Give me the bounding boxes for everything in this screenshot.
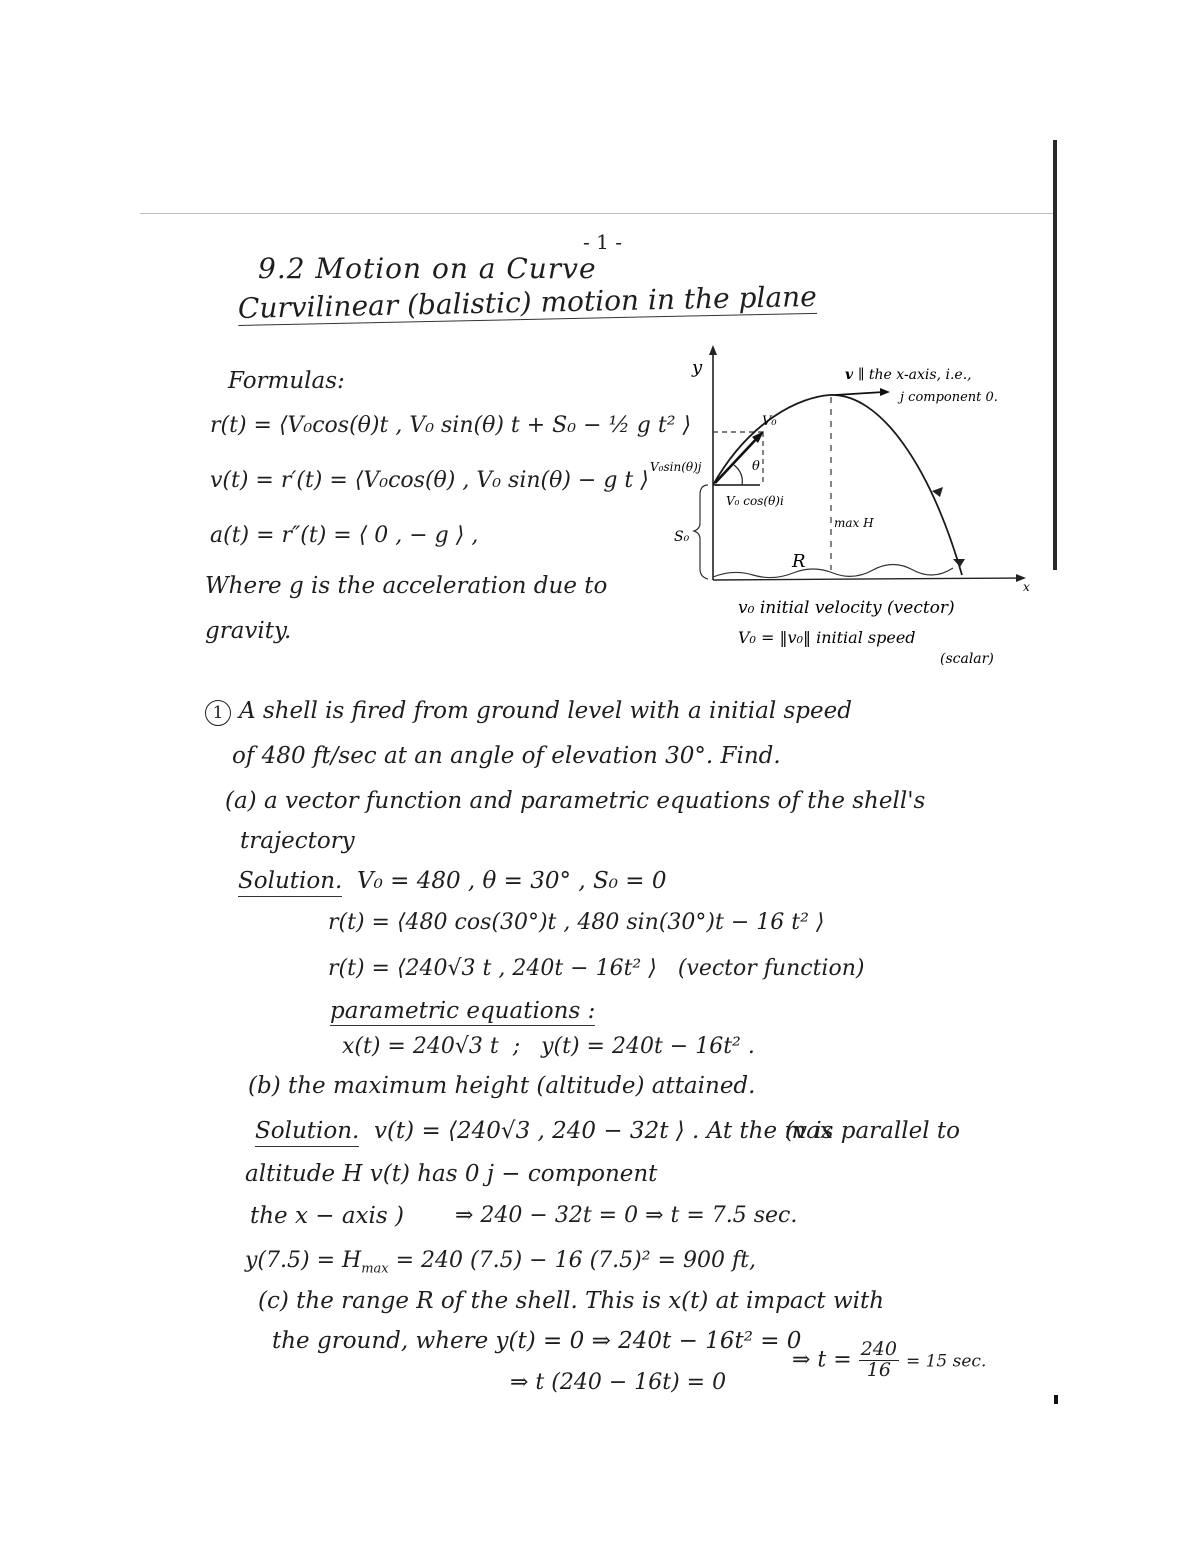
acceleration-formula: a(t) = r″(t) = ⟨ 0 , − g ⟩ ,	[210, 523, 479, 548]
scan-right-edge	[1053, 140, 1057, 570]
solution-b-line-6	[245, 1250, 756, 1275]
apex-velocity-vector	[835, 392, 884, 395]
parametric-equations	[342, 1036, 755, 1058]
apex-velocity-head	[880, 388, 890, 396]
y-axis-arrow	[709, 345, 717, 355]
trajectory-diagram	[640, 345, 1040, 665]
part-b: (b) the maximum height (altitude) attained.	[248, 1073, 756, 1099]
velocity-formula: v(t) = r′(t) = ⟨V₀cos(θ) , V₀ sin(θ) − g t ⟩	[210, 468, 649, 493]
trajectory-arrow-2	[953, 559, 965, 567]
problem-statement-line-1	[205, 700, 852, 726]
solution-a-r2-note: (vector function)	[677, 956, 865, 981]
x-axis-label: x	[1023, 580, 1030, 594]
part-c-result	[792, 1340, 986, 1381]
problem-number: 1	[205, 700, 231, 726]
section-title: 9.2 Motion on a Curve	[258, 252, 597, 285]
hmax-lhs: y(7.5) = H	[245, 1248, 362, 1273]
solution-b-velocity: v(t) = ⟨240√3 , 240 − 32t ⟩ . At the max	[373, 1118, 833, 1144]
part-a-line-1: (a) a vector function and parametric equations of the shell's	[225, 788, 926, 814]
part-c-time-value: = 15 sec.	[905, 1351, 987, 1372]
theta-arc	[734, 465, 742, 485]
legend-velocity: v₀ initial velocity (vector)	[738, 598, 955, 618]
solution-a-label: Solution.	[238, 868, 342, 897]
hmax-subscript: max	[361, 1261, 389, 1277]
position-formula: r(t) = ⟨V₀cos(θ)t , V₀ sin(θ) t + S₀ − ½ g t² ⟩	[210, 413, 692, 438]
scan-top-rule	[140, 213, 1055, 214]
parametric-x: x(t) = 240√3 t	[342, 1034, 499, 1059]
problem-statement-line-2: of 480 ft/sec at an angle of elevation 30°. Find.	[232, 743, 781, 769]
range-time-fraction	[859, 1340, 899, 1381]
formulas-heading: Formulas:	[228, 368, 345, 394]
apex-v-label: v	[845, 367, 854, 383]
ground-line	[713, 565, 953, 578]
parallel-note-1: ∥ the x-axis, i.e.,	[858, 367, 972, 383]
hmax-value: = 240 (7.5) − 16 (7.5)² = 900 ft,	[395, 1248, 756, 1273]
parallel-note-2: j component 0.	[900, 390, 998, 405]
gravity-note-line-1: Where g is the acceleration due to	[205, 573, 608, 599]
parametric-label: parametric equations :	[330, 998, 596, 1024]
theta-label: θ	[752, 459, 760, 474]
solution-b-line-5: ⇒ 240 − 32t = 0 ⇒ t = 7.5 sec.	[455, 1203, 798, 1228]
part-c-line-1: (c) the range R of the shell. This is x(t) at impact with	[258, 1288, 885, 1314]
v0-cos-label: V₀ cos(θ)i	[726, 494, 784, 508]
s0-label: S₀	[674, 529, 690, 545]
solution-b-line-2: (v is parallel to	[785, 1118, 960, 1144]
solution-b-line-1	[255, 1120, 833, 1143]
max-h-label: max H	[834, 516, 874, 530]
solution-b-line-3: altitude H v(t) has 0 j − component	[245, 1161, 658, 1187]
solution-a-r2-line	[328, 958, 864, 980]
part-c-line-3: ⇒ t (240 − 16t) = 0	[510, 1370, 727, 1395]
solution-a-given: V₀ = 480 , θ = 30° , S₀ = 0	[356, 868, 667, 894]
solution-a-line	[238, 870, 666, 893]
part-a-line-2: trajectory	[240, 828, 355, 854]
scan-right-mark	[1054, 1395, 1058, 1404]
solution-a-r1: r(t) = ⟨480 cos(30°)t , 480 sin(30°)t − 16 t² ⟩	[328, 910, 825, 935]
s0-brace	[694, 485, 708, 579]
range-label: R	[792, 551, 806, 572]
legend-scalar: (scalar)	[940, 651, 994, 665]
y-axis-label: y	[692, 357, 703, 378]
part-c-t-equals: ⇒ t =	[792, 1347, 852, 1373]
fraction-denominator: 16	[866, 1358, 891, 1381]
x-axis	[713, 578, 1020, 580]
page-number: - 1 -	[583, 230, 622, 254]
part-c-line-2: the ground, where y(t) = 0 ⇒ 240t − 16t² = 0	[272, 1328, 802, 1354]
gravity-note-line-2: gravity.	[205, 618, 292, 644]
solution-a-r2: r(t) = ⟨240√3 t , 240t − 16t² ⟩	[328, 956, 657, 981]
problem-statement-text-1: A shell is fired from ground level with a initial speed	[239, 698, 852, 724]
parametric-sep: ;	[512, 1034, 521, 1059]
parametric-y: y(t) = 240t − 16t² .	[541, 1034, 755, 1059]
solution-b-line-4: the x − axis )	[250, 1203, 404, 1229]
v0-sin-label: V₀sin(θ)j	[650, 460, 702, 474]
page-subtitle: Curvilinear (balistic) motion in the plane	[237, 279, 818, 325]
fraction-numerator: 240	[860, 1338, 897, 1360]
solution-b-label: Solution.	[255, 1118, 359, 1147]
legend-speed: V₀ = ‖v₀‖ initial speed	[738, 628, 916, 647]
v0-label: V₀	[762, 414, 777, 429]
